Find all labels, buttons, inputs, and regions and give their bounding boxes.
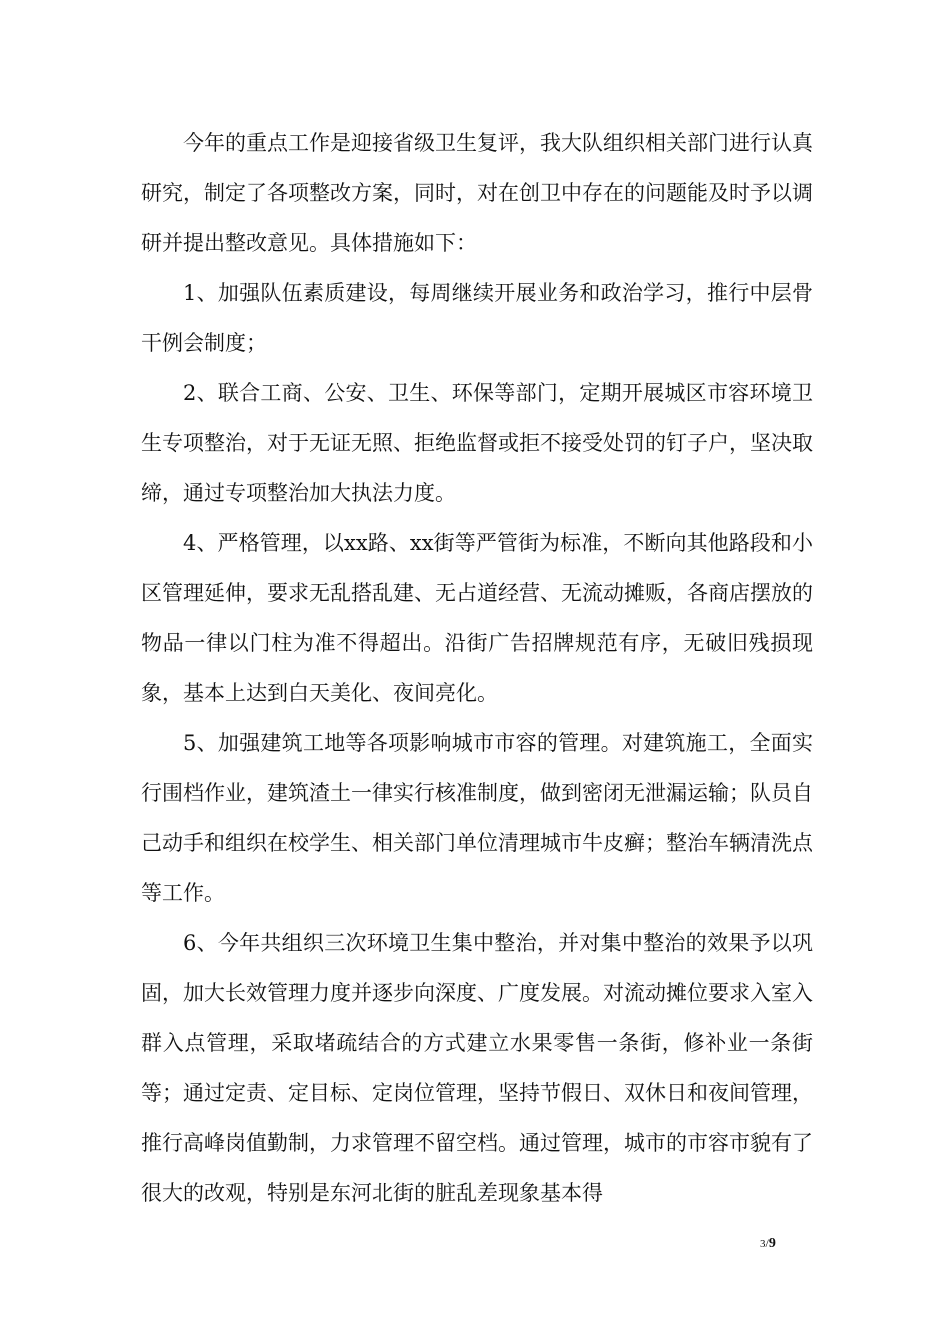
paragraph-item-2: 2、联合工商、公安、卫生、环保等部门，定期开展城区市容环境卫生专项整治，对于无证无照、拒绝监督或拒不接受处罚的钉子户，坚决取缔，通过专项整治加大执法力度。 xyxy=(141,381,813,505)
paragraph-item-6: 6、今年共组织三次环境卫生集中整治，并对集中整治的效果予以巩固，加大长效管理力度并逐步向深度、广度发展。对流动摊位要求入室入群入点管理，采取堵疏结合的方式建立水果零售一条街，修补业一条街等；通过定责、定目标、定岗位管理，坚持节假日、双休日和夜间管理，推行高峰岗值勤制，力求管理不留空档。通过管理，城市的市容市貌有了很大的改观，特别是东河北街的脏乱差现象基本得 xyxy=(141,931,813,1205)
page-number-total: 9 xyxy=(768,1236,776,1251)
paragraph-intro: 今年的重点工作是迎接省级卫生复评，我大队组织相关部门进行认真研究，制定了各项整改方案，同时，对在创卫中存在的问题能及时予以调研并提出整改意见。具体措施如下： xyxy=(141,131,813,255)
page-number xyxy=(760,1236,776,1252)
document-body xyxy=(141,118,813,1218)
paragraph-item-5: 5、加强建筑工地等各项影响城市市容的管理。对建筑施工，全面实行围档作业，建筑渣土一律实行核准制度，做到密闭无泄漏运输；队员自己动手和组织在校学生、相关部门单位清理城市牛皮癣；整治车辆清洗点等工作。 xyxy=(141,731,813,905)
page-number-current: 3 xyxy=(760,1238,766,1250)
paragraph-item-1: 1、加强队伍素质建设，每周继续开展业务和政治学习，推行中层骨干例会制度； xyxy=(141,281,813,355)
page-number-separator: / xyxy=(765,1236,769,1250)
paragraph-item-4: 4、严格管理，以xx路、xx街等严管街为标准，不断向其他路段和小区管理延伸，要求无乱搭乱建、无占道经营、无流动摊贩，各商店摆放的物品一律以门柱为准不得超出。沿街广告招牌规范有序，无破旧残损现象，基本上达到白天美化、夜间亮化。 xyxy=(141,531,813,705)
